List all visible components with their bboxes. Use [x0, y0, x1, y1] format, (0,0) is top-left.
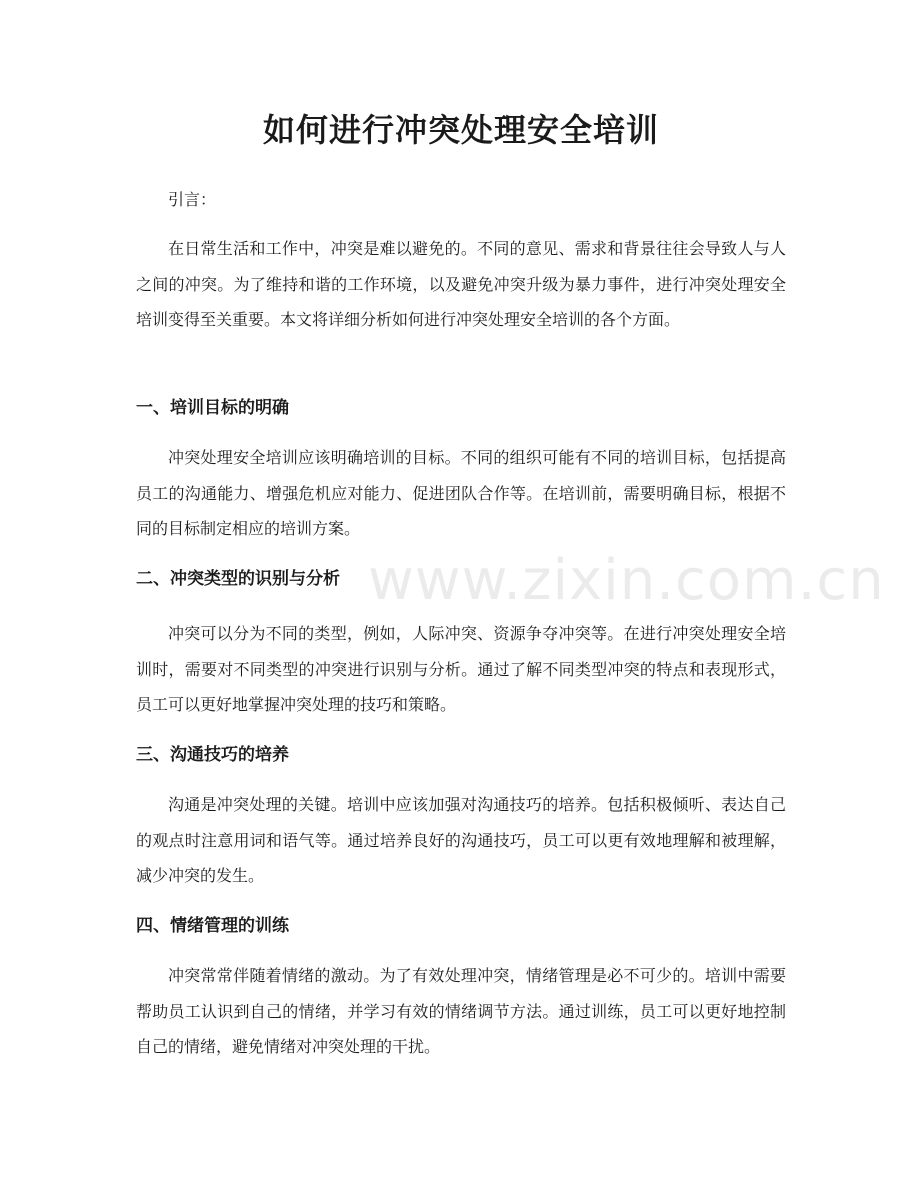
intro-paragraph: 在日常生活和工作中，冲突是难以避免的。不同的意见、需求和背景往往会导致人与人之间的冲突。为了维持和谐的工作环境，以及避免冲突升级为暴力事件，进行冲突处理安全培训变得至关重要。本文将详细分析如何进行冲突处理安全培训的各个方面。 [136, 239, 786, 329]
section-heading: 二、冲突类型的识别与分析 [136, 569, 340, 589]
section-body: 冲突处理安全培训应该明确培训的目标。不同的组织可能有不同的培训目标，包括提高员工的沟通能力、增强危机应对能力、促进团队合作等。在培训前，需要明确目标，根据不同的目标制定相应的培训方案。 [136, 448, 786, 538]
section-body: 冲突常常伴随着情绪的激动。为了有效处理冲突，情绪管理是必不可少的。培训中需要帮助员工认识到自己的情绪，并学习有效的情绪调节方法。通过训练，员工可以更好地控制自己的情绪，避免情绪对冲突处理的干扰。 [136, 966, 786, 1056]
section-heading: 三、沟通技巧的培养 [136, 745, 289, 765]
section-body: 沟通是冲突处理的关键。培训中应该加强对沟通技巧的培养。包括积极倾听、表达自己的观点时注意用词和语气等。通过培养良好的沟通技巧，员工可以更有效地理解和被理解，减少冲突的发生。 [136, 795, 786, 885]
section-body: 冲突可以分为不同的类型，例如，人际冲突、资源争夺冲突等。在进行冲突处理安全培训时，需要对不同类型的冲突进行识别与分析。通过了解不同类型冲突的特点和表现形式，员工可以更好地掌握冲突处理的技巧和策略。 [136, 624, 786, 714]
watermark: www.zixin.com.cn [368, 548, 885, 613]
intro-label: 引言： [168, 190, 217, 209]
document-title: 如何进行冲突处理安全培训 [262, 111, 659, 149]
section-heading: 一、培训目标的明确 [136, 398, 289, 418]
section-heading: 四、情绪管理的训练 [136, 916, 289, 936]
